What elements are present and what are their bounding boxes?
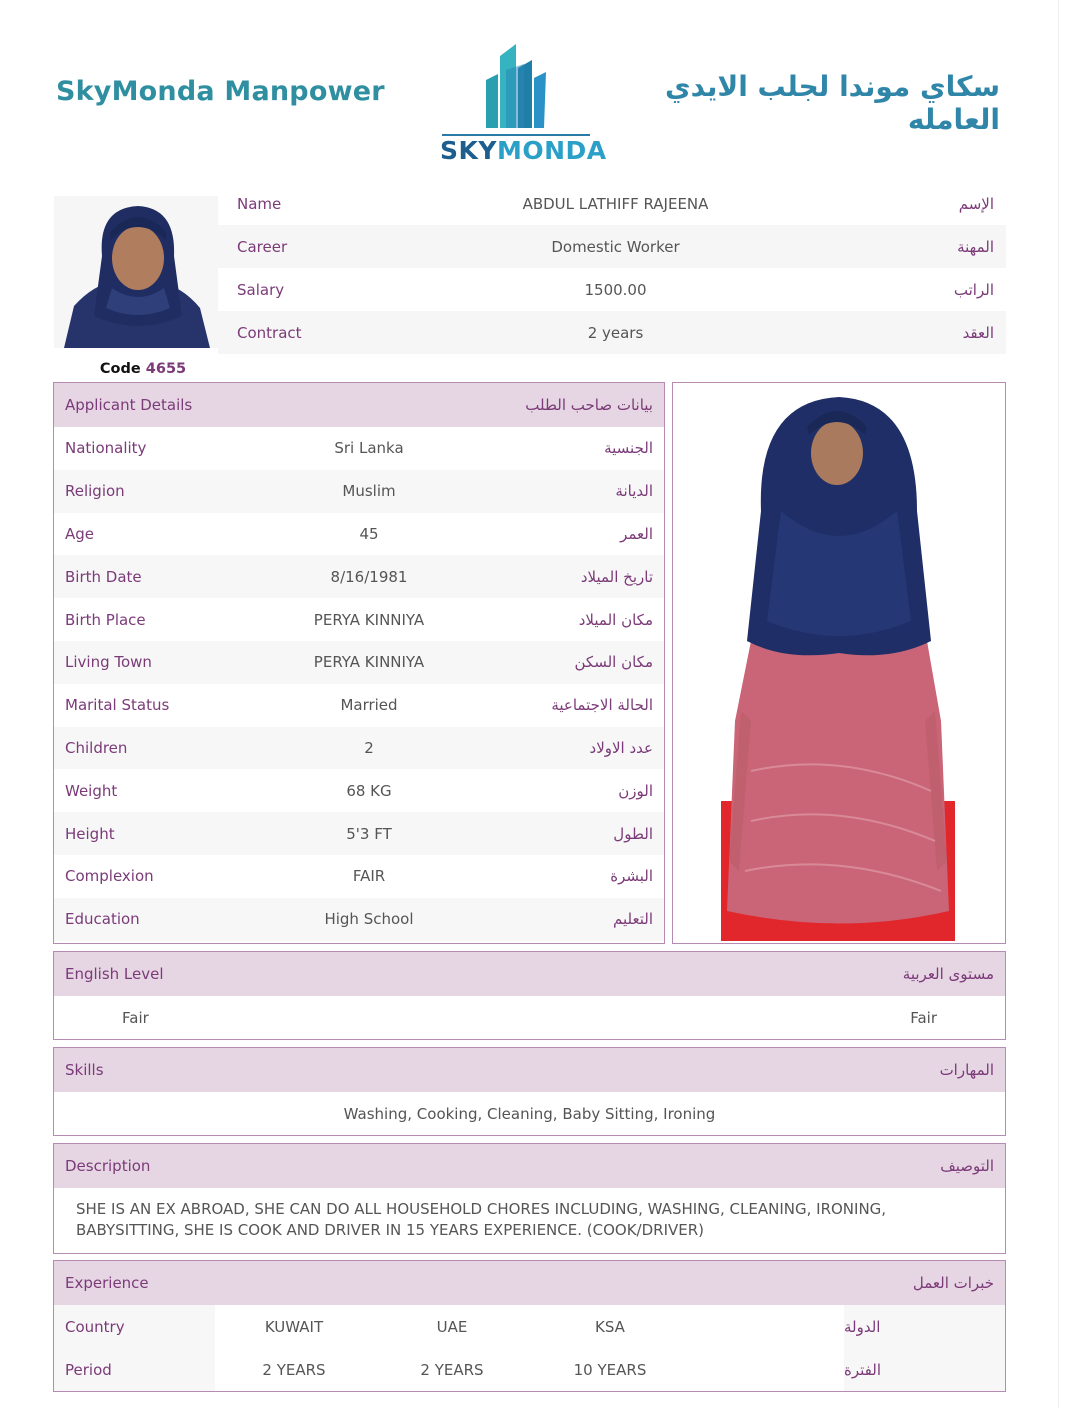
summary-label-en: Name — [237, 194, 282, 213]
detail-value: Sri Lanka — [334, 439, 404, 458]
detail-label-en: Height — [65, 824, 115, 843]
summary-label-en: Career — [237, 237, 288, 256]
detail-label-en: Living Town — [65, 653, 152, 672]
detail-row — [54, 855, 664, 898]
brand-name-arabic: سكاي موندا لجلب الايدي العامله — [665, 70, 1000, 136]
summary-value: 2 years — [587, 323, 644, 342]
panel-title-ar: خبرات العمل — [912, 1274, 994, 1292]
detail-label-en: Children — [65, 738, 128, 757]
panel-title-ar: مستوى العربية — [902, 965, 994, 983]
detail-row — [54, 427, 664, 470]
period-label-en: Period — [54, 1348, 215, 1391]
detail-label-ar: الجنسية — [604, 439, 653, 458]
detail-label-en: Complexion — [65, 867, 154, 886]
detail-row — [54, 812, 664, 855]
detail-label-ar: البشرة — [610, 867, 653, 886]
buildings-icon — [440, 40, 592, 132]
summary-label-ar: الراتب — [953, 280, 994, 299]
panel-title-ar: التوصيف — [940, 1157, 994, 1175]
description-panel — [53, 1143, 1006, 1254]
summary-value: 1500.00 — [584, 280, 647, 299]
detail-value: 5'3 FT — [346, 824, 392, 843]
panel-header — [54, 1261, 1005, 1305]
summary-label-en: Contract — [237, 323, 302, 342]
panel-title-en: Description — [65, 1157, 151, 1175]
detail-label-ar: التعليم — [613, 910, 653, 929]
detail-row — [54, 769, 664, 812]
detail-value: 2 — [364, 738, 374, 757]
detail-label-en: Education — [65, 910, 140, 929]
detail-value: Muslim — [342, 482, 396, 501]
panel-title-en: English Level — [65, 965, 164, 983]
summary-label-ar: العقد — [962, 323, 994, 342]
detail-row — [54, 555, 664, 598]
experience-country: UAE — [436, 1317, 468, 1336]
panel-title-en: Skills — [65, 1061, 104, 1079]
detail-label-ar: الطول — [613, 824, 653, 843]
summary-row-contract — [218, 311, 1006, 354]
detail-value: Married — [340, 696, 398, 715]
summary-row-name — [218, 182, 1006, 225]
detail-label-ar: تاريخ الميلاد — [580, 567, 653, 586]
experience-country: KSA — [595, 1317, 625, 1336]
experience-period-row — [54, 1348, 1005, 1391]
panel-title-en: Experience — [65, 1274, 149, 1292]
language-levels — [54, 996, 1005, 1039]
detail-value: PERYA KINNIYA — [313, 610, 425, 629]
country-label-en: Country — [54, 1305, 215, 1348]
detail-row — [54, 684, 664, 727]
page-edge — [1058, 0, 1059, 1408]
panel-header — [54, 952, 1005, 996]
panel-title-ar: بيانات صاحب الطلب — [525, 396, 653, 414]
detail-value: 8/16/1981 — [330, 567, 408, 586]
candidate-photo-small — [54, 196, 218, 348]
detail-row — [54, 598, 664, 641]
detail-label-en: Age — [65, 524, 95, 543]
detail-value: FAIR — [352, 867, 386, 886]
detail-label-ar: مكان السكن — [574, 653, 653, 672]
detail-label-ar: العمر — [620, 524, 653, 543]
detail-row — [54, 898, 664, 941]
summary-value: Domestic Worker — [551, 237, 680, 256]
detail-label-ar: مكان الميلاد — [578, 610, 653, 629]
brand-name-english: SkyMonda Manpower — [56, 76, 385, 107]
summary-label-ar: الإسم — [958, 194, 994, 213]
experience-country-row — [54, 1305, 1005, 1348]
candidate-code: Code 4655 — [99, 361, 187, 377]
summary-value: ABDUL LATHIFF RAJEENA — [522, 194, 709, 213]
detail-value: PERYA KINNIYA — [313, 653, 425, 672]
skills-list: Washing, Cooking, Cleaning, Baby Sitting, Ironing — [343, 1104, 716, 1123]
panel-header — [54, 1144, 1005, 1188]
english-level-value: Fair — [122, 1008, 149, 1027]
description-text: SHE IS AN EX ABROAD, SHE CAN DO ALL HOUSEHOLD CHORES INCLUDING, WASHING, CLEANING, IRONING, BABYSITTING, SHE IS COOK AND DRIVER IN 15 YEARS EXPERIENCE. (COOK/DRIVER) — [76, 1200, 887, 1239]
summary-row-salary — [218, 268, 1006, 311]
candidate-photo-full — [721, 391, 955, 941]
detail-label-ar: الديانة — [615, 482, 653, 501]
detail-value: High School — [324, 910, 414, 929]
experience-period: 2 YEARS — [262, 1360, 326, 1379]
summary-table — [218, 182, 1006, 354]
english-level-panel — [53, 951, 1006, 1040]
detail-label-ar: الحالة الاجتماعية — [551, 696, 653, 715]
summary-label-ar: المهنة — [957, 237, 994, 256]
summary-label-en: Salary — [237, 280, 285, 299]
detail-row — [54, 513, 664, 556]
applicant-details-panel — [53, 382, 665, 944]
detail-row — [54, 470, 664, 513]
detail-row — [54, 727, 664, 770]
experience-period: 2 YEARS — [420, 1360, 484, 1379]
detail-label-en: Birth Place — [65, 610, 146, 629]
detail-label-ar: عدد الاولاد — [589, 738, 653, 757]
country-label-ar: الدولة — [844, 1305, 1005, 1348]
detail-label-en: Religion — [65, 482, 125, 501]
detail-row — [54, 641, 664, 684]
summary-row-career — [218, 225, 1006, 268]
detail-label-ar: الوزن — [618, 781, 653, 800]
skymonda-logo — [440, 40, 607, 170]
detail-label-en: Weight — [65, 781, 118, 800]
panel-header — [54, 383, 664, 427]
detail-value: 45 — [359, 524, 379, 543]
experience-country: KUWAIT — [264, 1317, 324, 1336]
candidate-photo-full-frame — [672, 382, 1006, 944]
panel-header — [54, 1048, 1005, 1092]
experience-period: 10 YEARS — [573, 1360, 647, 1379]
panel-title-en: Applicant Details — [65, 396, 193, 414]
detail-label-en: Birth Date — [65, 567, 142, 586]
detail-label-en: Nationality — [65, 439, 147, 458]
detail-label-en: Marital Status — [65, 696, 170, 715]
experience-panel — [53, 1260, 1006, 1392]
period-label-ar: الفترة — [844, 1348, 1005, 1391]
detail-value: 68 KG — [346, 781, 392, 800]
arabic-level-value: Fair — [910, 1008, 937, 1027]
skills-panel — [53, 1047, 1006, 1136]
panel-title-ar: المهارات — [939, 1061, 994, 1079]
logo-wordmark: SKYMONDA — [440, 136, 607, 165]
